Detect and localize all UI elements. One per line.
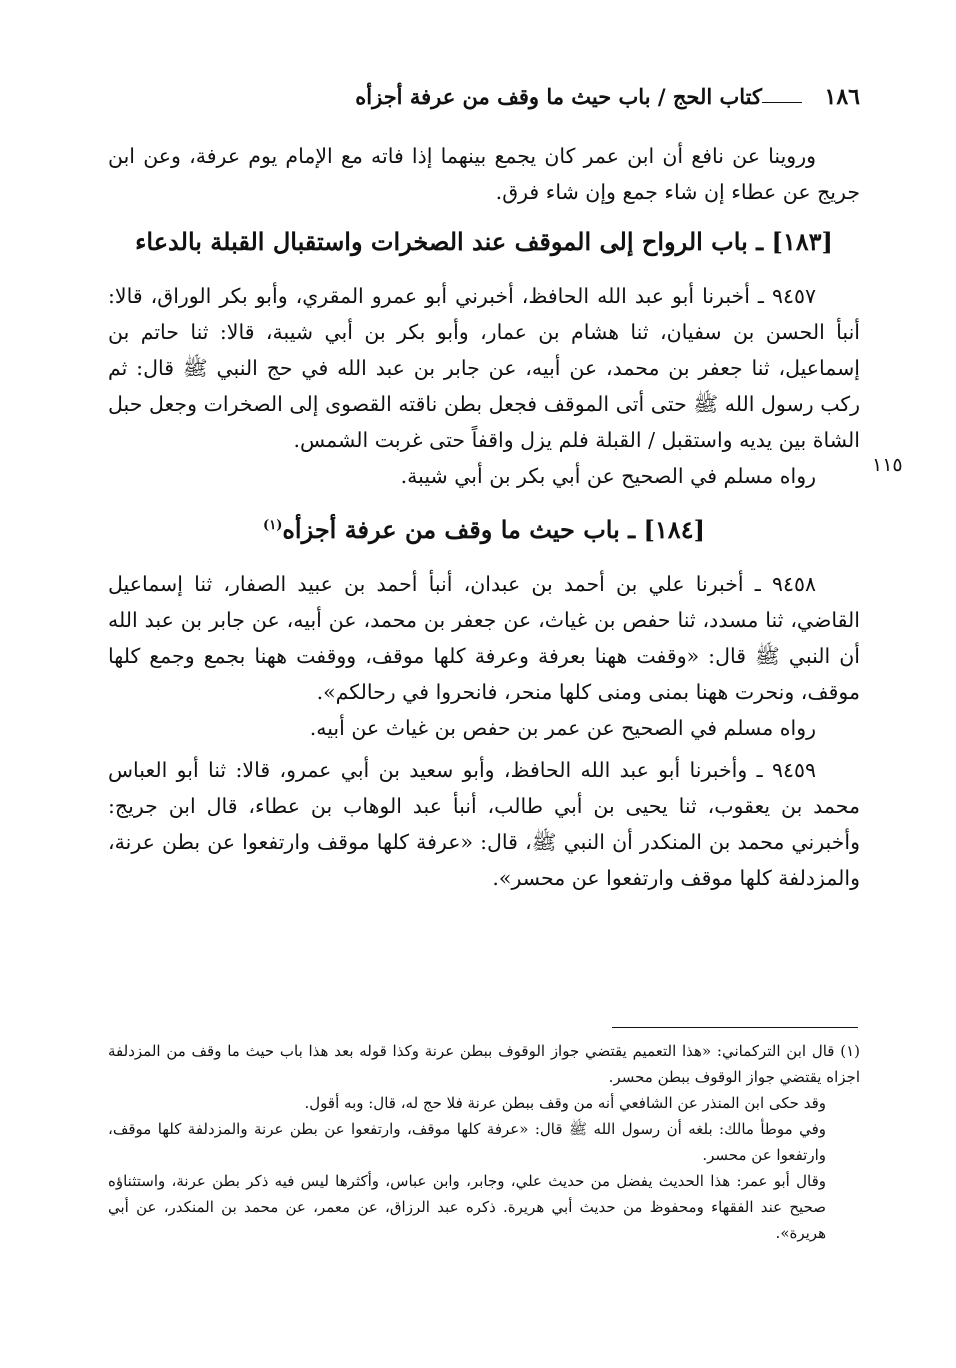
running-title: كتاب الحج / باب حيث ما وقف من عرفة أجزأه	[355, 84, 762, 109]
main-text	[108, 138, 860, 896]
manuscript-page-marker: ١١٥	[872, 454, 903, 476]
chapter-184-title: [١٨٤] ـ باب حيث ما وقف من عرفة أجزأه	[282, 515, 705, 544]
footnote-1-continuation: وفي موطأ مالك: بلغه أن رسول الله ﷺ قال: «عرفة كلها موقف، وارتفعوا عن بطن عرنة والمزدلفة كلها موقف، وارتفعوا عن محسر.	[108, 1120, 826, 1164]
page-number: ١٨٦	[824, 84, 860, 110]
hadith-9459: ٩٤٥٩ ـ وأخبرنا أبو عبد الله الحافظ، وأبو سعيد بن أبي عمرو، قالا: ثنا أبو العباس محمد بن يعقوب، ثنا يحيى بن أبي طالب، أنبأ عبد الوهاب بن عطاء، قال ابن جريج: وأخبرني محمد بن المنكدر أن النبي ﷺ، قال: «عرفة كلها موقف وارتفعوا عن بطن عرنة، والمزدلفة كلها موقف وارتفعوا عن محسر».	[108, 758, 860, 890]
chapter-heading-184	[108, 506, 860, 550]
chapter-heading-183: [١٨٣] ـ باب الرواح إلى الموقف عند الصخرات واستقبال القبلة بالدعاء	[135, 227, 833, 256]
footnotes	[108, 1038, 860, 1246]
footnote-separator	[612, 1027, 858, 1028]
narration-9457: رواه مسلم في الصحيح عن أبي بكر بن أبي شيبة.	[400, 464, 816, 488]
hadith-9458: ٩٤٥٨ ـ أخبرنا علي بن أحمد بن عبدان، أنبأ أحمد بن عبيد الصفار، ثنا إسماعيل القاضي، ثنا مسدد، ثنا حفص بن غياث، عن جعفر بن محمد، عن أبيه، عن جابر بن عبد الله أن النبي ﷺ قال: «وقفت ههنا بعرفة وعرفة كلها موقف، ووقفت ههنا بجمع وجمع كلها موقف، ونحرت ههنا بمنى ومنى كلها منحر، فانحروا في رحالكم».	[108, 572, 860, 704]
narration-9458: رواه مسلم في الصحيح عن عمر بن حفص بن غياث عن أبيه.	[309, 716, 816, 740]
hadith-9457: ٩٤٥٧ ـ أخبرنا أبو عبد الله الحافظ، أخبرني أبو عمرو المقري، وأبو بكر الوراق، قالا: أنبأ الحسن بن سفيان، ثنا هشام بن عمار، وأبو بكر بن أبي شيبة، قالا: ثنا حاتم بن إسماعيل، ثنا جعفر بن محمد، عن أبيه، عن جابر بن عبد الله في حج النبي ﷺ قال: ثم ركب رسول الله ﷺ حتى أتى الموقف فجعل بطن ناقته القصوى إلى الصخرات وجعل حبل الشاة بين يديه واستقبل / القبلة فلم يزل واقفاً حتى غربت الشمس.	[108, 284, 860, 452]
footnote-1-continuation: وقال أبو عمر: هذا الحديث يفضل من حديث علي، وجابر، وابن عباس، وأكثرها ليس فيه ذكر بطن عرنة، واستثناؤه صحيح عند الفقهاء ومحفوظ من حديث أبي هريرة. ذكره عبد الرزاق، عن معمر، عن محمد بن المنكدر، عن أبي هريرة».	[108, 1172, 826, 1242]
footnote-reference[interactable]: (١)	[263, 518, 283, 533]
intro-paragraph: وروينا عن نافع أن ابن عمر كان يجمع بينهما إذا فاته مع الإمام يوم عرفة، وعن ابن جريج عن عطاء إن شاء جمع وإن شاء فرق.	[108, 144, 860, 204]
footnote-1-continuation: وقد حكى ابن المنذر عن الشافعي أنه من وقف ببطن عرنة فلا حج له، قال: وبه أقول.	[304, 1094, 826, 1112]
footnote-1: (١) قال ابن التركماني: «هذا التعميم يقتضي جواز الوقوف ببطن عرنة وكذا قوله بعد هذا باب حيث ما وقف من المزدلفة اجزاه يقتضي جواز الوقوف ببطن محسر.	[108, 1042, 860, 1086]
header-rule	[762, 102, 802, 103]
page-header	[108, 78, 860, 116]
